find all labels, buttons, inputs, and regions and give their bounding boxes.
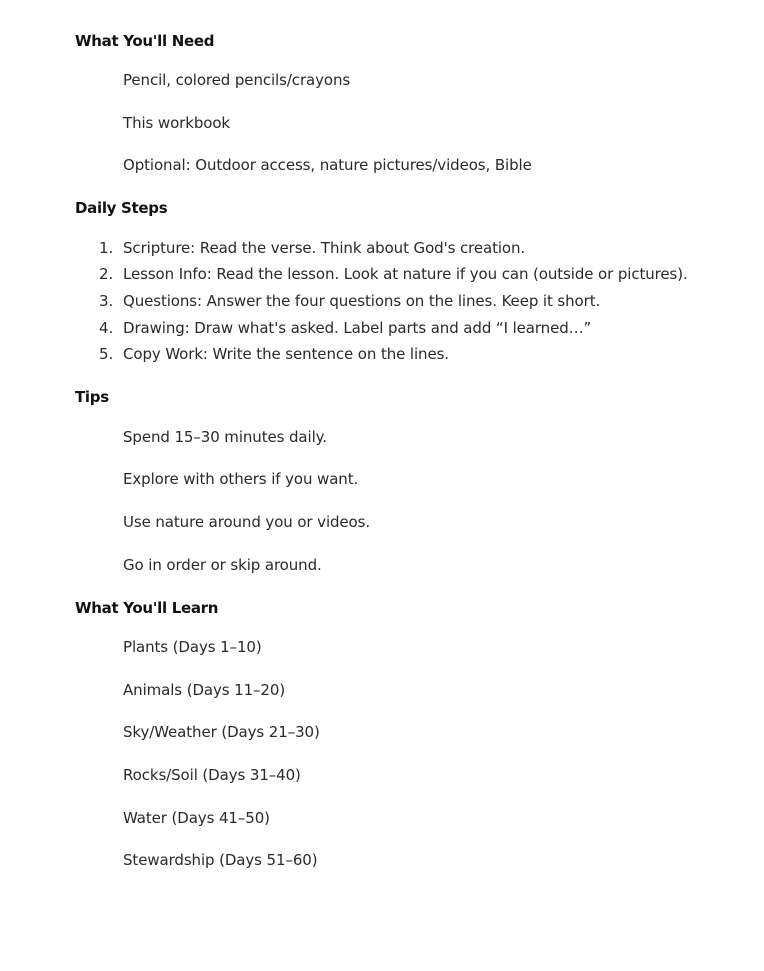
learn-item: Stewardship (Days 51–60) [123, 851, 318, 869]
step-text: Questions: Answer the four questions on the lines. Keep it short. [123, 292, 601, 310]
tip-item: Spend 15–30 minutes daily. [123, 428, 327, 446]
step-text: Copy Work: Write the sentence on the lines. [123, 345, 449, 363]
step-number: 4. [99, 319, 114, 337]
step-text: Lesson Info: Read the lesson. Look at nature if you can (outside or pictures). [123, 265, 688, 283]
learn-item: Rocks/Soil (Days 31–40) [123, 766, 301, 784]
step-number: 1. [99, 239, 114, 257]
need-item: Optional: Outdoor access, nature pictures/videos, Bible [123, 156, 532, 174]
section-heading-what-youll-need: What You'll Need [75, 32, 215, 50]
section-heading-daily-steps: Daily Steps [75, 199, 168, 217]
learn-item: Water (Days 41–50) [123, 809, 270, 827]
step-number: 3. [99, 292, 114, 310]
learn-item: Plants (Days 1–10) [123, 638, 262, 656]
need-item: This workbook [123, 114, 230, 132]
tip-item: Explore with others if you want. [123, 470, 359, 488]
learn-item: Animals (Days 11–20) [123, 681, 286, 699]
tip-item: Use nature around you or videos. [123, 513, 371, 531]
step-text: Drawing: Draw what's asked. Label parts and add “I learned…” [123, 319, 592, 337]
step-text: Scripture: Read the verse. Think about God's creation. [123, 239, 526, 257]
section-heading-what-youll-learn: What You'll Learn [75, 599, 219, 617]
need-item: Pencil, colored pencils/crayons [123, 71, 351, 89]
step-number: 2. [99, 265, 114, 283]
section-heading-tips: Tips [75, 388, 109, 406]
learn-item: Sky/Weather (Days 21–30) [123, 723, 320, 741]
tip-item: Go in order or skip around. [123, 556, 322, 574]
step-number: 5. [99, 345, 114, 363]
